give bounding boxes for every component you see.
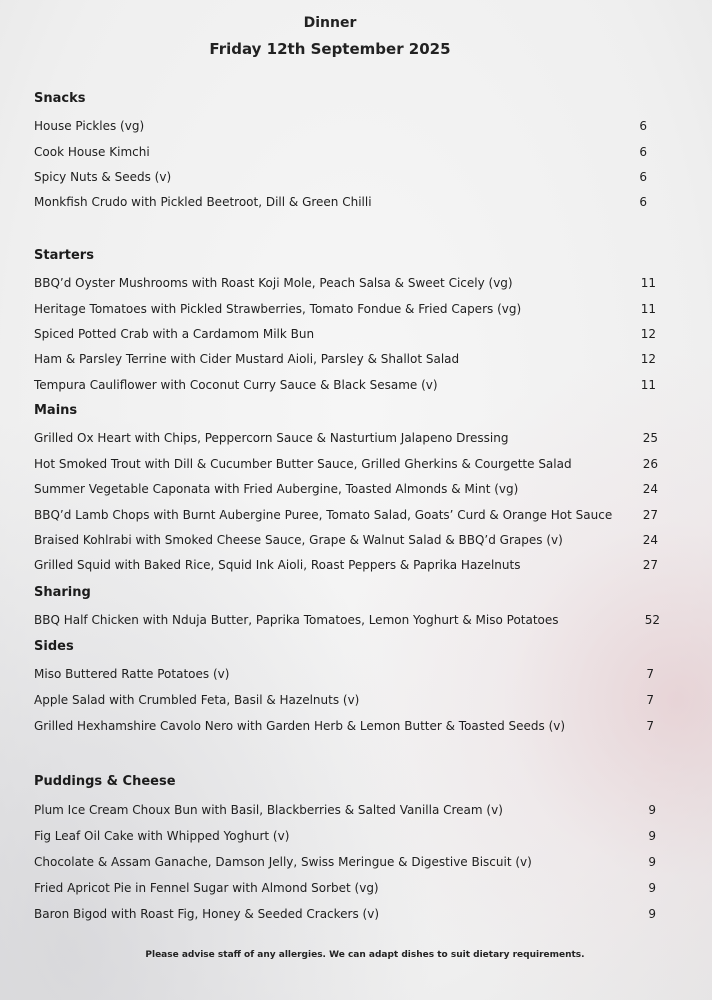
menu-item: Plum Ice Cream Choux Bun with Basil, Blackberries & Salted Vanilla Cream (v)	[34, 803, 503, 817]
menu-item-price: 6	[639, 145, 647, 159]
menu-item: Cook House Kimchi	[34, 145, 150, 159]
menu-item: Baron Bigod with Roast Fig, Honey & Seeded Crackers (v)	[34, 907, 380, 921]
menu-item-price: 7	[646, 719, 654, 733]
menu-item: Fig Leaf Oil Cake with Whipped Yoghurt (v)	[34, 829, 290, 843]
menu-item-price: 24	[642, 533, 658, 547]
section-heading-sides: Sides	[34, 639, 74, 654]
menu-item-price: 52	[644, 613, 660, 627]
menu-item-price: 11	[640, 302, 656, 316]
menu-item: Heritage Tomatoes with Pickled Strawberries, Tomato Fondue & Fried Capers (vg)	[34, 302, 522, 316]
menu-item-price: 12	[640, 352, 656, 366]
menu-item: Apple Salad with Crumbled Feta, Basil & Hazelnuts (v)	[34, 693, 360, 707]
menu-item: Monkfish Crudo with Pickled Beetroot, Dill & Green Chilli	[34, 195, 372, 209]
menu-item-price: 9	[648, 829, 656, 843]
menu-date: Friday 12th September 2025	[209, 40, 451, 58]
menu-item-price: 26	[642, 457, 658, 471]
menu-item-price: 6	[639, 119, 647, 133]
menu-title: Dinner	[303, 15, 357, 31]
menu-item: Grilled Hexhamshire Cavolo Nero with Garden Herb & Lemon Butter & Toasted Seeds (v)	[34, 719, 566, 733]
menu-item: Spiced Potted Crab with a Cardamom Milk Bun	[34, 327, 315, 341]
menu-item: Miso Buttered Ratte Potatoes (v)	[34, 667, 230, 681]
menu-item: Ham & Parsley Terrine with Cider Mustard Aioli, Parsley & Shallot Salad	[34, 352, 460, 366]
section-heading-snacks: Snacks	[34, 91, 86, 106]
menu-item: Summer Vegetable Caponata with Fried Aubergine, Toasted Almonds & Mint (vg)	[34, 482, 519, 496]
menu-item-price: 25	[642, 431, 658, 445]
menu-item: Braised Kohlrabi with Smoked Cheese Sauce, Grape & Walnut Salad & BBQ’d Grapes (v)	[34, 533, 563, 547]
allergy-note: Please advise staff of any allergies. We can adapt dishes to suit dietary requirements.	[145, 950, 585, 960]
menu-item-price: 12	[640, 327, 656, 341]
menu-item: Fried Apricot Pie in Fennel Sugar with Almond Sorbet (vg)	[34, 881, 379, 895]
menu-item-price: 7	[646, 667, 654, 681]
menu-item: Grilled Squid with Baked Rice, Squid Ink Aioli, Roast Peppers & Paprika Hazelnuts	[34, 558, 521, 572]
section-heading-sharing: Sharing	[34, 585, 91, 600]
menu-item: Spicy Nuts & Seeds (v)	[34, 170, 172, 184]
menu-item-price: 6	[639, 170, 647, 184]
section-heading-mains: Mains	[34, 403, 78, 418]
menu-item: Hot Smoked Trout with Dill & Cucumber Butter Sauce, Grilled Gherkins & Courgette Salad	[34, 457, 572, 471]
menu-item: BBQ’d Oyster Mushrooms with Roast Koji Mole, Peach Salsa & Sweet Cicely (vg)	[34, 276, 513, 290]
menu-item: Tempura Cauliflower with Coconut Curry Sauce & Black Sesame (v)	[34, 378, 438, 392]
menu-item: BBQ’d Lamb Chops with Burnt Aubergine Puree, Tomato Salad, Goats’ Curd & Orange Hot Sauce	[34, 508, 613, 522]
menu-item-price: 11	[640, 378, 656, 392]
menu-item-price: 9	[648, 907, 656, 921]
menu-item-price: 9	[648, 881, 656, 895]
menu-item-price: 11	[640, 276, 656, 290]
menu-item: House Pickles (vg)	[34, 119, 145, 133]
menu-item: Grilled Ox Heart with Chips, Peppercorn Sauce & Nasturtium Jalapeno Dressing	[34, 431, 509, 445]
menu-item: BBQ Half Chicken with Nduja Butter, Paprika Tomatoes, Lemon Yoghurt & Miso Potatoes	[34, 613, 559, 627]
menu-item-price: 6	[639, 195, 647, 209]
section-heading-starters: Starters	[34, 248, 94, 263]
menu-item-price: 27	[642, 508, 658, 522]
menu-item-price: 9	[648, 855, 656, 869]
menu-item-price: 7	[646, 693, 654, 707]
menu-item-price: 24	[642, 482, 658, 496]
section-heading-puddings-cheese: Puddings & Cheese	[34, 774, 176, 789]
menu-item-price: 9	[648, 803, 656, 817]
menu-item: Chocolate & Assam Ganache, Damson Jelly, Swiss Meringue & Digestive Biscuit (v)	[34, 855, 532, 869]
menu-item-price: 27	[642, 558, 658, 572]
